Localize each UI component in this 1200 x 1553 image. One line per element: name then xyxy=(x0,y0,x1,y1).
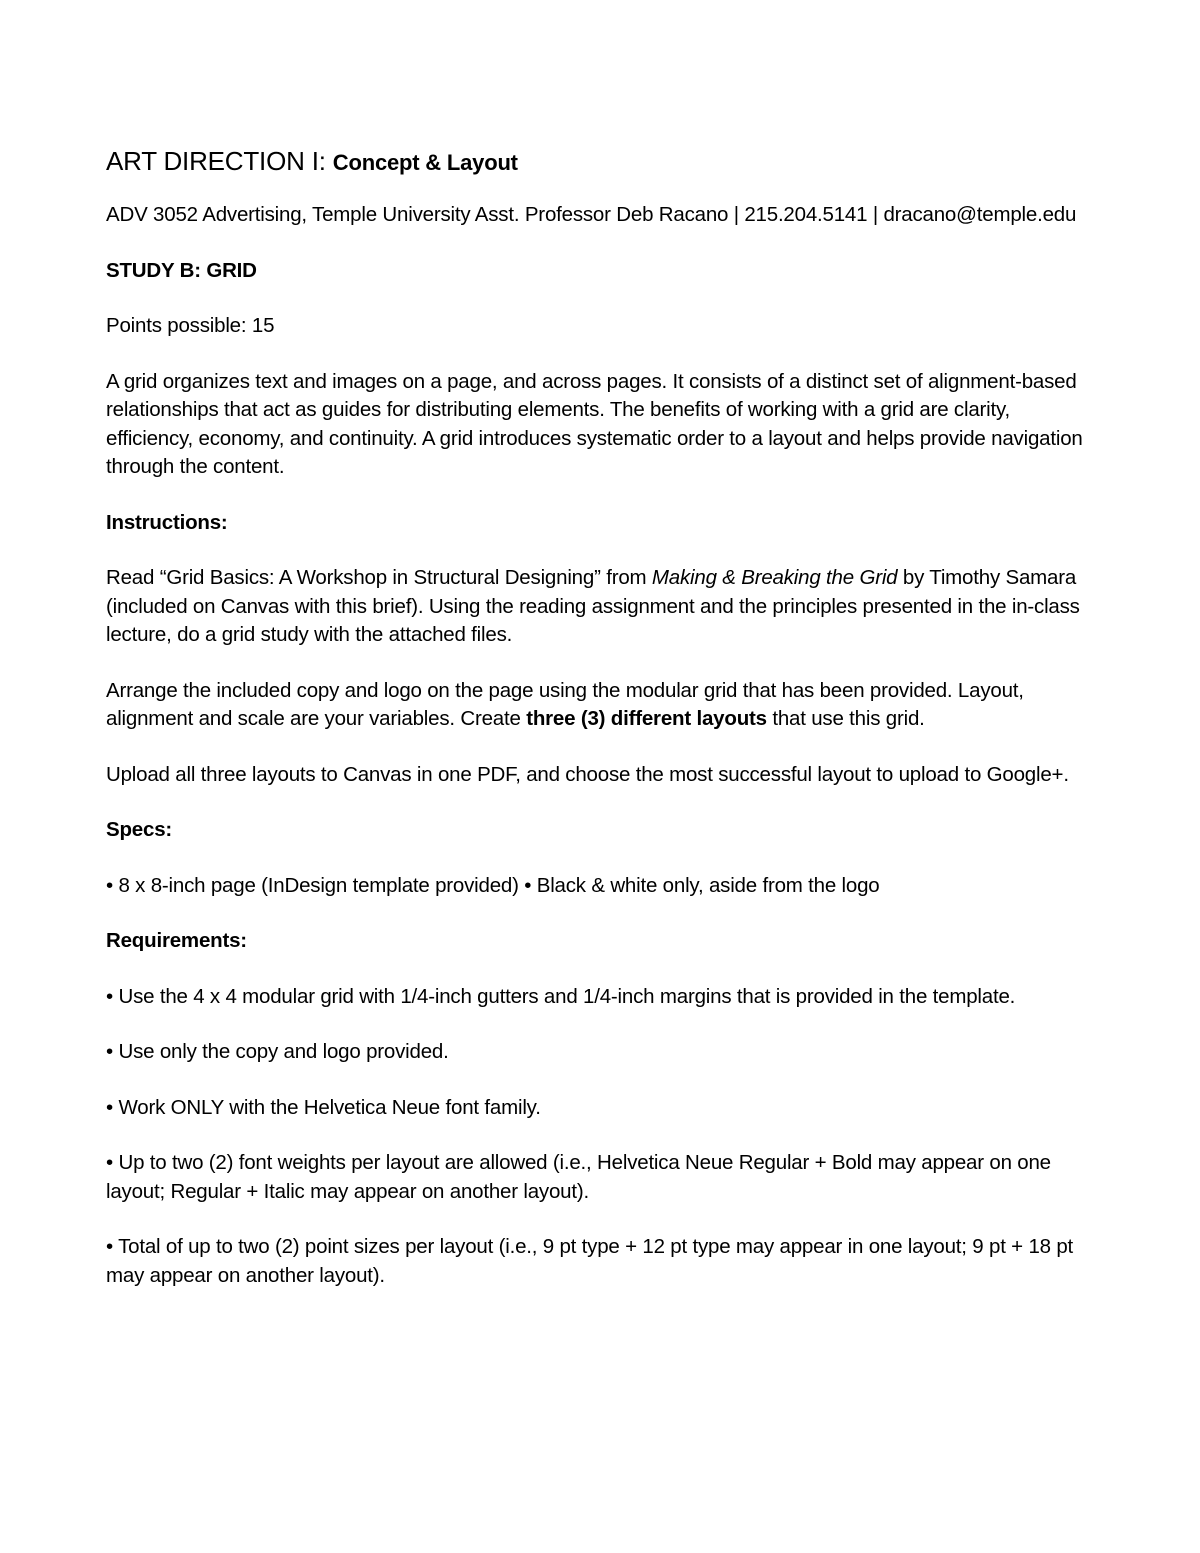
arrange-paragraph xyxy=(106,677,1101,734)
document-page xyxy=(106,144,1101,1317)
title-subtitle: Concept & Layout xyxy=(332,150,518,175)
upload-paragraph: Upload all three layouts to Canvas in one PDF, and choose the most successful layout to upload to Google+. xyxy=(106,762,1069,786)
specs-heading: Specs: xyxy=(106,818,173,841)
arrange-text-before: Arrange the included copy and logo on the page using the modular grid that has been provided. Layout, alignment and scale are your variables. Create xyxy=(106,678,1024,730)
page-title xyxy=(106,144,1101,180)
arrange-emphasis: three (3) different layouts xyxy=(526,707,767,730)
arrange-text-after: that use this grid. xyxy=(766,707,925,730)
points-possible: Points possible: 15 xyxy=(106,314,275,337)
study-heading: STUDY B: GRID xyxy=(106,258,257,282)
requirement-item: • Use only the copy and logo provided. xyxy=(106,1040,449,1063)
requirement-item: • Work ONLY with the Helvetica Neue font family. xyxy=(106,1095,541,1119)
title-main: ART DIRECTION I: xyxy=(106,146,333,176)
requirement-item: • Up to two (2) font weights per layout are allowed (i.e., Helvetica Neue Regular + Bold may appear on one layout; Regular + Italic may appear on another layout). xyxy=(106,1151,1051,1203)
requirement-item: • Total of up to two (2) point sizes per layout (i.e., 9 pt type + 12 pt type may appear in one layout; 9 pt + 18 pt may appear on another layout). xyxy=(106,1235,1074,1287)
requirement-item: • Use the 4 x 4 modular grid with 1/4-inch gutters and 1/4-inch margins that is provided in the template. xyxy=(106,984,1016,1008)
reading-text-after: by Timothy Samara (included on Canvas with this brief). Using the reading assignment and the principles presented in the in-class lecture, do a grid study with the attached files. xyxy=(106,566,1080,646)
specs-line: • 8 x 8-inch page (InDesign template provided) • Black & white only, aside from the logo xyxy=(106,873,880,897)
reading-text-before: Read “Grid Basics: A Workshop in Structural Designing” from xyxy=(106,566,652,589)
instructions-heading: Instructions: xyxy=(106,510,228,534)
course-info: ADV 3052 Advertising, Temple University Asst. Professor Deb Racano | 215.204.5141 | dracano@temple.edu xyxy=(106,203,1077,226)
requirements-heading: Requirements: xyxy=(106,929,247,952)
reading-paragraph xyxy=(106,564,1101,650)
book-title: Making & Breaking the Grid xyxy=(651,566,898,589)
intro-paragraph: A grid organizes text and images on a page, and across pages. It consists of a distinct set of alignment-based relationships that act as guides for distributing elements. The benefits of working with a grid are clarity, efficiency, economy, and continuity. A grid introduces systematic order to a layout and helps provide navigation through the content. xyxy=(106,369,1083,478)
